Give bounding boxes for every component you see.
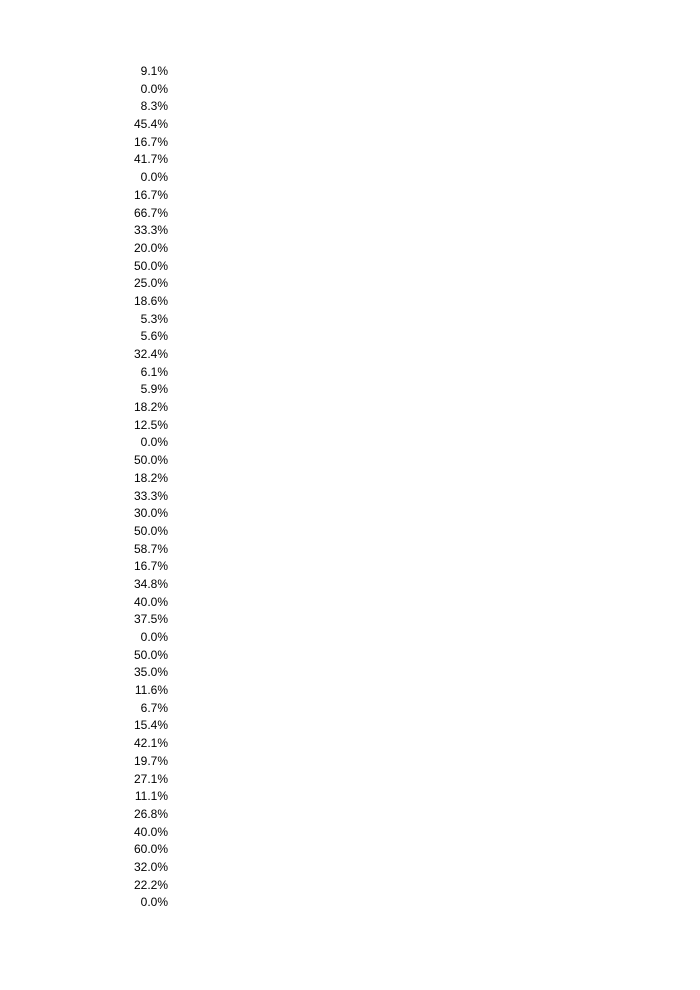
percentage-cell: 33.3% [133, 488, 168, 503]
percentage-cell: 35.0% [133, 665, 168, 680]
percentage-cell: 42.1% [133, 736, 168, 751]
percentage-cell: 0.0% [140, 895, 168, 910]
percentage-cell: 15.4% [133, 718, 168, 733]
percentage-cell: 60.0% [133, 842, 168, 857]
percentage-cell: 58.7% [133, 541, 168, 556]
percentage-cell: 26.8% [133, 806, 168, 821]
percentage-cell: 18.2% [133, 470, 168, 485]
percentage-cell: 16.7% [133, 559, 168, 574]
percentage-cell: 22.2% [133, 877, 168, 892]
percentage-cell: 66.7% [133, 205, 168, 220]
percentage-cell: 37.5% [133, 612, 168, 627]
percentage-cell: 5.3% [140, 311, 168, 326]
percentage-cell: 18.6% [133, 293, 168, 308]
percentage-cell: 8.3% [140, 99, 168, 114]
percentage-cell: 18.2% [133, 400, 168, 415]
percentage-cell: 9.1% [140, 64, 168, 78]
percentage-cell: 19.7% [133, 753, 168, 768]
percentage-cell: 0.0% [140, 81, 168, 96]
percentage-cell: 32.4% [133, 347, 168, 361]
percentage-cell: 50.0% [133, 453, 168, 468]
percentage-cell: 11.6% [134, 683, 168, 698]
percentage-cell: 12.5% [133, 417, 168, 432]
percentage-cell: 0.0% [140, 435, 168, 450]
percentage-cell: 11.1% [134, 789, 168, 804]
percentage-cell: 34.8% [133, 576, 168, 591]
percentage-cell: 32.0% [133, 859, 168, 874]
percentage-cell: 27.1% [133, 771, 168, 786]
percentage-cell: 41.7% [133, 152, 168, 167]
percentage-cell: 40.0% [133, 824, 168, 839]
percentage-cell: 16.7% [133, 187, 168, 202]
percentage-cell: 16.7% [133, 134, 168, 149]
percentage-cell: 5.6% [140, 329, 168, 344]
percentage-cell: 0.0% [140, 630, 168, 644]
percentage-cell: 25.0% [133, 276, 168, 291]
percentage-column [100, 63, 168, 912]
percentage-cell: 6.7% [140, 700, 168, 715]
percentage-cell: 5.9% [140, 382, 168, 397]
percentage-cell: 45.4% [133, 117, 168, 132]
percentage-cell: 50.0% [133, 523, 168, 538]
percentage-cell: 33.3% [133, 223, 168, 238]
percentage-cell: 20.0% [133, 240, 168, 255]
percentage-cell: 50.0% [133, 258, 168, 273]
percentage-cell: 40.0% [133, 594, 168, 609]
percentage-cell: 0.0% [140, 170, 168, 185]
percentage-cell: 50.0% [133, 647, 168, 662]
percentage-cell: 30.0% [133, 506, 168, 521]
percentage-cell: 6.1% [140, 364, 168, 379]
